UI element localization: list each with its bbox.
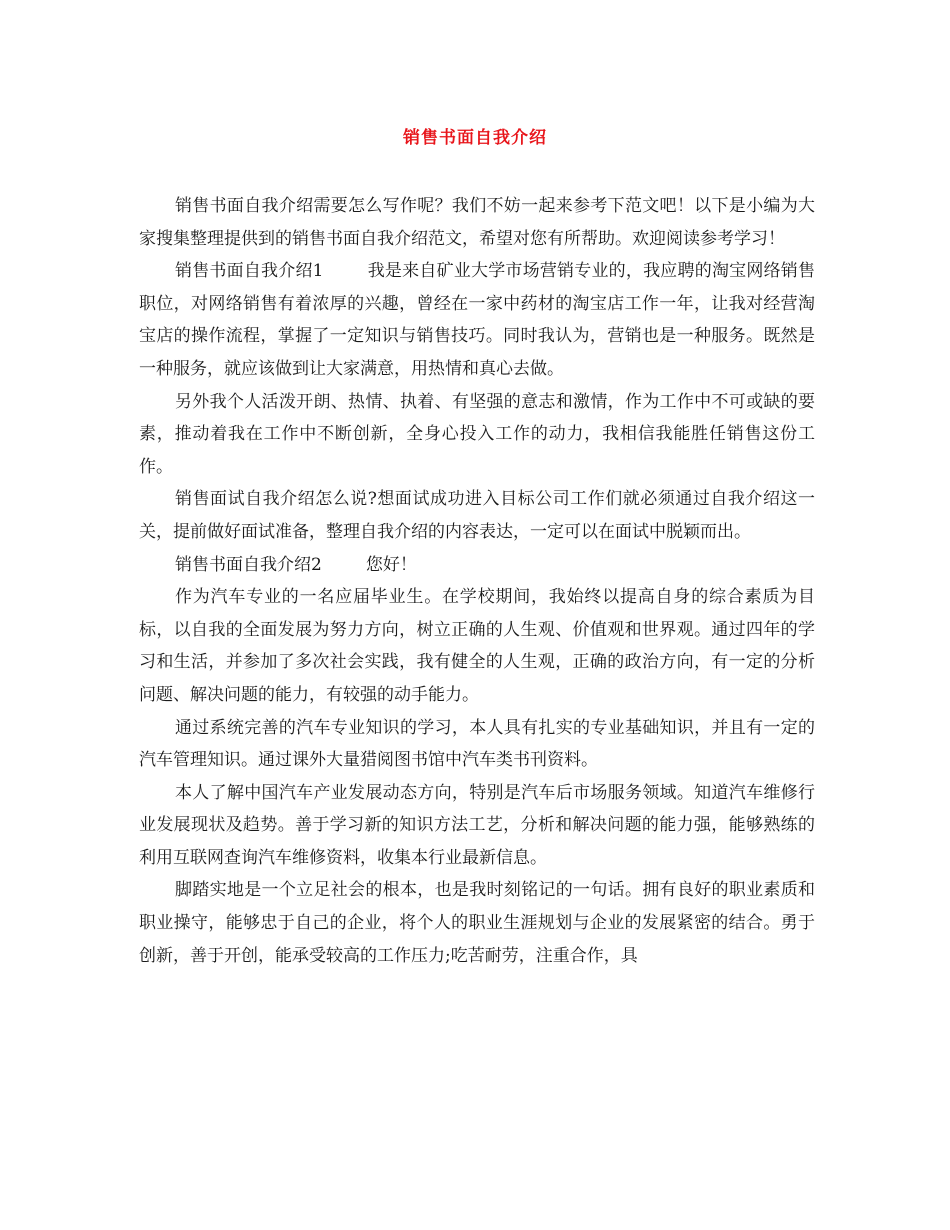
document-title: 销售书面自我介绍: [403, 128, 547, 148]
section-1-paragraph: [139, 255, 815, 385]
intro-paragraph: 销售书面自我介绍需要怎么写作呢？我们不妨一起来参考下范文吧！以下是小编为大家搜集整理提供到的销售书面自我介绍范文，希望对您有所帮助。欢迎阅读参考学习！: [139, 196, 815, 249]
interview-paragraph: 销售面试自我介绍怎么说?想面试成功进入目标公司工作们就必须通过自我介绍这一关，提前做好面试准备，整理自我介绍的内容表达，一定可以在面试中脱颖而出。: [139, 489, 815, 542]
industry-paragraph: 本人了解中国汽车产业发展动态方向，特别是汽车后市场服务领域。知道汽车维修行业发展现状及趋势。善于学习新的知识方法工艺，分析和解决问题的能力强，能够熟练的利用互联网查询汽车维修资料，收集本行业最新信息。: [139, 782, 815, 868]
section-1-heading: 销售书面自我介绍1: [175, 261, 324, 282]
graduate-paragraph: 作为汽车专业的一名应届毕业生。在学校期间，我始终以提高自身的综合素质为目标，以自我的全面发展为努力方向，树立正确的人生观、价值观和世界观。通过四年的学习和生活，并参加了多次社会实践，我有健全的人生观，正确的政治方向，有一定的分析问题、解决问题的能力，有较强的动手能力。: [139, 587, 815, 705]
attitude-paragraph: 脚踏实地是一个立足社会的根本，也是我时刻铭记的一句话。拥有良好的职业素质和职业操守，能够忠于自己的企业，将个人的职业生涯规划与企业的发展紧密的结合。勇于创新，善于开创，能承受较高的工作压力;吃苦耐劳，注重合作，具: [139, 880, 815, 966]
knowledge-paragraph: 通过系统完善的汽车专业知识的学习，本人具有扎实的专业基础知识，并且有一定的汽车管理知识。通过课外大量猎阅图书馆中汽车类书刊资料。: [139, 717, 815, 771]
section-2-paragraph: [139, 549, 815, 582]
section-1-text: 我是来自矿业大学市场营销专业的，我应聘的淘宝网络销售职位，对网络销售有着浓厚的兴趣，曾经在一家中药材的淘宝店工作一年，让我对经营淘宝店的操作流程，掌握了一定知识与销售技巧。同时我认为，营销也是一种服务。既然是一种服务，就应该做到让大家满意，用热情和真心去做。: [139, 261, 815, 379]
personality-paragraph: 另外我个人活泼开朗、热情、执着、有坚强的意志和激情，作为工作中不可或缺的要素，推动着我在工作中不断创新，全身心投入工作的动力，我相信我能胜任销售这份工作。: [139, 391, 815, 477]
section-2-greeting: 您好！: [365, 554, 417, 575]
document-body: [139, 190, 815, 972]
section-2-heading: 销售书面自我介绍2: [175, 554, 322, 575]
